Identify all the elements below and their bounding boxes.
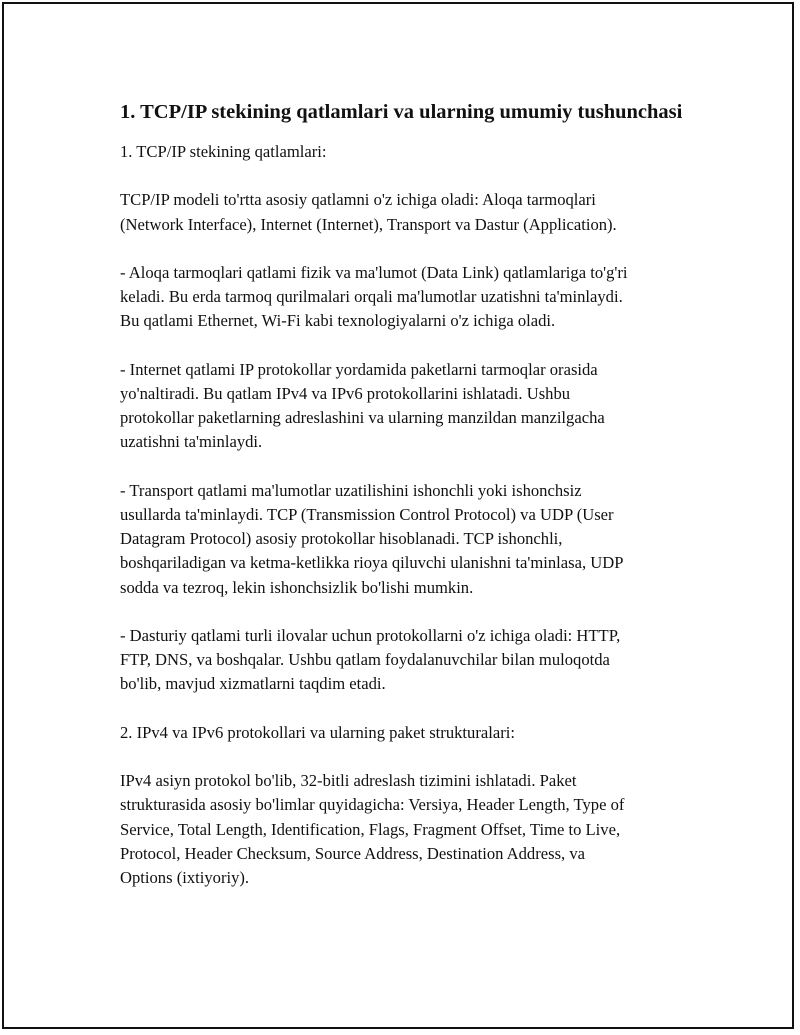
- paragraph-transport-layer: - Transport qatlami ma'lumotlar uzatilishini ishonchli yoki ishonchsiz usullarda ta'minlaydi. TCP (Transmission Control Protocol) va UDP (User Datagram Protocol) asosiy protokollar hisoblanadi. TCP ishonchli, boshqariladigan va ketma-ketlikka rioya qiluvchi ulanishni ta'minlasa, UDP sodda va tezroq, lekin ishonchsizlik bo'lishi mumkin.: [120, 480, 624, 597]
- document-page: [2, 2, 794, 1029]
- paragraph-ipv4-structure: IPv4 asiyn protokol bo'lib, 32-bitli adreslash tizimini ishlatadi. Paket strukturasida asosiy bo'limlar quyidagicha: Versiya, Header Length, Type of Service, Total Length, Identification, Flags, Fragment Offset, Time to Live, Protocol, Header Checksum, Source Address, Destination Address, va Options (ixtiyoriy).: [120, 771, 625, 887]
- paragraph-network-interface-layer: - Aloqa tarmoqlari qatlami fizik va ma'lumot (Data Link) qatlamlariga to'g'ri keladi. Bu erda tarmoq qurilmalari orqali ma'lumotlar uzatishni ta'minlaydi. Bu qatlami Ethernet, Wi-Fi kabi texnologiyalarni o'z ichiga oladi.: [120, 262, 628, 331]
- paragraph-model-overview: TCP/IP modeli to'rtta asosiy qatlamni o'z ichiga oladi: Aloqa tarmoqlari (Network Interface), Internet (Internet), Transport va Dastur (Application).: [120, 190, 617, 234]
- document-title: 1. TCP/IP stekining qatlamlari va ularning umumiy tushunchasi: [120, 101, 683, 123]
- paragraph-application-layer: - Dasturiy qatlami turli ilovalar uchun protokollarni o'z ichiga oladi: HTTP, FTP, DNS, va boshqalar. Ushbu qatlam foydalanuvchilar bilan muloqotda bo'lib, mavjud xizmatlarni taqdim etadi.: [120, 625, 621, 694]
- paragraph-internet-layer: - Internet qatlami IP protokollar yordamida paketlarni tarmoqlar orasida yo'naltiradi. Bu qatlam IPv4 va IPv6 protokollarini ishlatadi. Ushbu protokollar paketlarning adreslashini va ularning manzildan manzilgacha uzatishni ta'minlaydi.: [120, 359, 605, 452]
- document-body: [120, 98, 695, 914]
- subheading-tcpip-layers: 1. TCP/IP stekining qatlamlari:: [120, 142, 327, 161]
- subheading-ipv4-ipv6: 2. IPv4 va IPv6 protokollari va ularning paket strukturalari:: [120, 722, 515, 742]
